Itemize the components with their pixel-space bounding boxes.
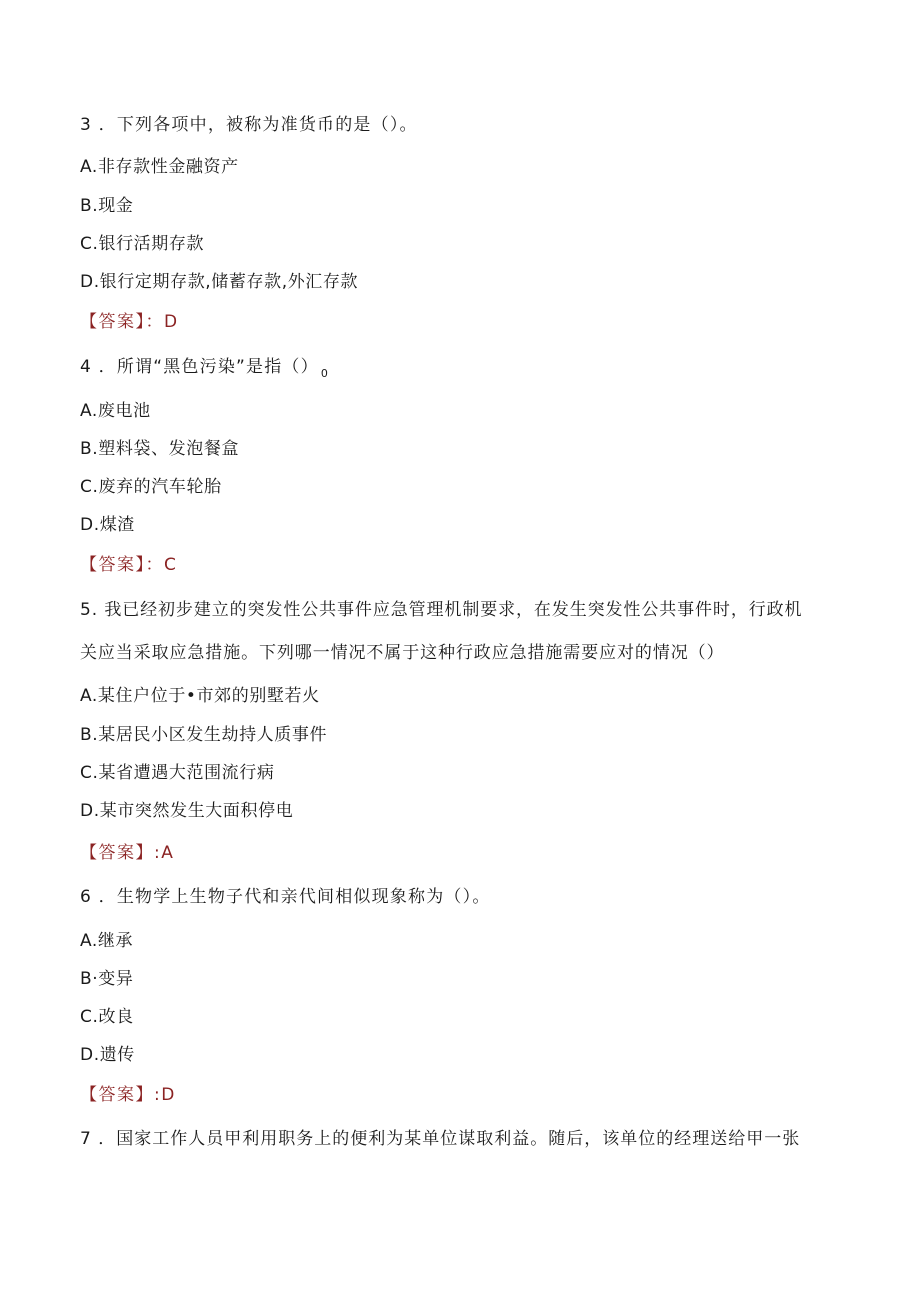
question-6-option-a: A.继承 — [80, 931, 134, 951]
question-4-answer: 【答案】：C — [80, 555, 178, 575]
question-5-answer: 【答案】:A — [80, 843, 175, 863]
question-4-stem-line — [80, 355, 329, 386]
question-3-option-b: B.现金 — [80, 196, 134, 216]
question-4-option-b: B.塑料袋、发泡餐盒 — [80, 439, 240, 459]
question-5-stem-line-2: 关应当采取应急措施。下列哪一情况不属于这种行政应急措施需要应对的情况（） — [80, 643, 725, 663]
question-3-stem: 3 ．下列各项中，被称为准货币的是（）。 — [80, 115, 418, 135]
question-3-answer: 【答案】：D — [80, 312, 179, 332]
question-5-option-a: A.某住户位于•市郊的别墅若火 — [80, 686, 320, 706]
question-6-answer: 【答案】:D — [80, 1085, 176, 1105]
question-3-option-d: D.银行定期存款,储蓄存款,外汇存款 — [80, 272, 359, 292]
question-6-stem: 6 ．生物学上生物子代和亲代间相似现象称为（）。 — [80, 887, 491, 907]
question-4-option-d: D.煤渣 — [80, 515, 135, 535]
question-6-option-c: C.改良 — [80, 1007, 134, 1027]
question-5-option-b: B.某居民小区发生劫持人质事件 — [80, 725, 328, 745]
question-3-option-a: A.非存款性金融资产 — [80, 157, 239, 177]
question-7-stem: 7 ．国家工作人员甲利用职务上的便利为某单位谋取利益。随后，该单位的经理送给甲一张 — [80, 1129, 801, 1149]
question-6-option-d: D.遗传 — [80, 1045, 135, 1065]
question-5-option-c: C.某省遭遇大范围流行病 — [80, 763, 275, 783]
question-6-option-b: B·变异 — [80, 969, 134, 989]
question-3-option-c: C.银行活期存款 — [80, 234, 205, 254]
question-5-option-d: D.某市突然发生大面积停电 — [80, 801, 294, 821]
question-5-stem-line-1: 5. 我已经初步建立的突发性公共事件应急管理机制要求，在发生突发性公共事件时，行政机 — [80, 600, 803, 620]
question-4-option-a: A.废电池 — [80, 401, 151, 421]
question-4-stem-suffix: 0 — [320, 367, 330, 380]
question-4-option-c: C.废弃的汽车轮胎 — [80, 477, 222, 497]
question-4-stem: 4 ．所谓“黑色污染”是指（） — [80, 357, 319, 377]
